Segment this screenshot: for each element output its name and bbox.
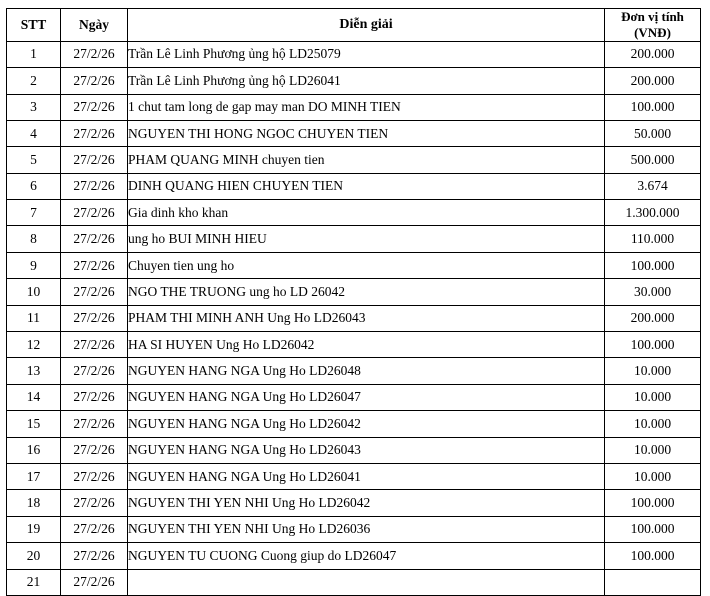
cell-stt: 5 bbox=[7, 147, 61, 173]
cell-date: 27/2/26 bbox=[61, 94, 128, 120]
cell-date: 27/2/26 bbox=[61, 543, 128, 569]
table-row bbox=[7, 569, 701, 595]
cell-description: NGUYEN TU CUONG Cuong giup do LD26047 bbox=[128, 543, 605, 569]
table-row bbox=[7, 200, 701, 226]
donation-table bbox=[6, 8, 701, 596]
cell-stt: 17 bbox=[7, 463, 61, 489]
table-row bbox=[7, 332, 701, 358]
cell-stt: 4 bbox=[7, 120, 61, 146]
cell-stt: 8 bbox=[7, 226, 61, 252]
cell-description: PHAM QUANG MINH chuyen tien bbox=[128, 147, 605, 173]
cell-date: 27/2/26 bbox=[61, 252, 128, 278]
cell-amount: 30.000 bbox=[605, 279, 701, 305]
table-header-row bbox=[7, 9, 701, 42]
cell-stt: 19 bbox=[7, 516, 61, 542]
cell-amount: 100.000 bbox=[605, 490, 701, 516]
cell-amount: 50.000 bbox=[605, 120, 701, 146]
cell-stt: 1 bbox=[7, 41, 61, 67]
cell-date: 27/2/26 bbox=[61, 358, 128, 384]
cell-amount: 200.000 bbox=[605, 68, 701, 94]
cell-stt: 14 bbox=[7, 384, 61, 410]
table-row bbox=[7, 358, 701, 384]
cell-description: Gia dinh kho khan bbox=[128, 200, 605, 226]
table-row bbox=[7, 226, 701, 252]
cell-date: 27/2/26 bbox=[61, 200, 128, 226]
cell-stt: 18 bbox=[7, 490, 61, 516]
cell-stt: 16 bbox=[7, 437, 61, 463]
table-row bbox=[7, 94, 701, 120]
cell-description: 1 chut tam long de gap may man DO MINH TIEN bbox=[128, 94, 605, 120]
table-row bbox=[7, 411, 701, 437]
cell-date: 27/2/26 bbox=[61, 226, 128, 252]
cell-date: 27/2/26 bbox=[61, 490, 128, 516]
cell-stt: 3 bbox=[7, 94, 61, 120]
cell-description: Trần Lê Linh Phương ủng hộ LD26041 bbox=[128, 68, 605, 94]
cell-description: NGUYEN HANG NGA Ung Ho LD26047 bbox=[128, 384, 605, 410]
cell-date: 27/2/26 bbox=[61, 305, 128, 331]
cell-date: 27/2/26 bbox=[61, 516, 128, 542]
cell-stt: 7 bbox=[7, 200, 61, 226]
cell-date: 27/2/26 bbox=[61, 173, 128, 199]
cell-amount: 10.000 bbox=[605, 463, 701, 489]
cell-amount: 100.000 bbox=[605, 543, 701, 569]
cell-amount: 200.000 bbox=[605, 41, 701, 67]
cell-stt: 21 bbox=[7, 569, 61, 595]
cell-description: Trần Lê Linh Phương ủng hộ LD25079 bbox=[128, 41, 605, 67]
cell-description: ung ho BUI MINH HIEU bbox=[128, 226, 605, 252]
cell-stt: 13 bbox=[7, 358, 61, 384]
cell-amount: 200.000 bbox=[605, 305, 701, 331]
column-header-stt: STT bbox=[7, 9, 61, 42]
cell-description: Chuyen tien ung ho bbox=[128, 252, 605, 278]
cell-date: 27/2/26 bbox=[61, 384, 128, 410]
cell-description: HA SI HUYEN Ung Ho LD26042 bbox=[128, 332, 605, 358]
table-row bbox=[7, 147, 701, 173]
table-header bbox=[7, 9, 701, 42]
cell-stt: 9 bbox=[7, 252, 61, 278]
cell-date: 27/2/26 bbox=[61, 279, 128, 305]
cell-date: 27/2/26 bbox=[61, 147, 128, 173]
cell-stt: 15 bbox=[7, 411, 61, 437]
column-header-description: Diễn giải bbox=[128, 9, 605, 42]
cell-date: 27/2/26 bbox=[61, 68, 128, 94]
table-row bbox=[7, 305, 701, 331]
cell-amount: 10.000 bbox=[605, 437, 701, 463]
cell-description: NGUYEN THI YEN NHI Ung Ho LD26036 bbox=[128, 516, 605, 542]
table-row bbox=[7, 490, 701, 516]
table-row bbox=[7, 41, 701, 67]
cell-amount: 100.000 bbox=[605, 94, 701, 120]
cell-description: NGUYEN HANG NGA Ung Ho LD26043 bbox=[128, 437, 605, 463]
cell-amount: 500.000 bbox=[605, 147, 701, 173]
cell-amount bbox=[605, 569, 701, 595]
cell-stt: 2 bbox=[7, 68, 61, 94]
cell-date: 27/2/26 bbox=[61, 411, 128, 437]
cell-stt: 6 bbox=[7, 173, 61, 199]
cell-date: 27/2/26 bbox=[61, 569, 128, 595]
cell-description: NGUYEN HANG NGA Ung Ho LD26048 bbox=[128, 358, 605, 384]
cell-date: 27/2/26 bbox=[61, 437, 128, 463]
cell-amount: 110.000 bbox=[605, 226, 701, 252]
table-row bbox=[7, 120, 701, 146]
cell-amount: 100.000 bbox=[605, 252, 701, 278]
cell-description: NGUYEN THI YEN NHI Ung Ho LD26042 bbox=[128, 490, 605, 516]
table-body bbox=[7, 41, 701, 595]
cell-amount: 3.674 bbox=[605, 173, 701, 199]
cell-amount: 10.000 bbox=[605, 358, 701, 384]
column-header-amount-line2: (VNĐ) bbox=[634, 24, 671, 40]
cell-description bbox=[128, 569, 605, 595]
column-header-amount bbox=[605, 9, 701, 42]
table-row bbox=[7, 173, 701, 199]
cell-description: NGUYEN HANG NGA Ung Ho LD26041 bbox=[128, 463, 605, 489]
cell-description: NGUYEN HANG NGA Ung Ho LD26042 bbox=[128, 411, 605, 437]
cell-amount: 100.000 bbox=[605, 516, 701, 542]
table-row bbox=[7, 437, 701, 463]
table-row bbox=[7, 543, 701, 569]
cell-date: 27/2/26 bbox=[61, 463, 128, 489]
table-row bbox=[7, 516, 701, 542]
cell-stt: 12 bbox=[7, 332, 61, 358]
cell-amount: 10.000 bbox=[605, 384, 701, 410]
column-header-amount-line1: Đơn vị tính bbox=[621, 9, 684, 24]
cell-stt: 10 bbox=[7, 279, 61, 305]
column-header-date: Ngày bbox=[61, 9, 128, 42]
cell-amount: 100.000 bbox=[605, 332, 701, 358]
cell-description: NGO THE TRUONG ung ho LD 26042 bbox=[128, 279, 605, 305]
cell-date: 27/2/26 bbox=[61, 120, 128, 146]
cell-date: 27/2/26 bbox=[61, 332, 128, 358]
table-row bbox=[7, 68, 701, 94]
cell-amount: 1.300.000 bbox=[605, 200, 701, 226]
cell-stt: 20 bbox=[7, 543, 61, 569]
document-page bbox=[0, 8, 710, 590]
cell-stt: 11 bbox=[7, 305, 61, 331]
cell-date: 27/2/26 bbox=[61, 41, 128, 67]
table-row bbox=[7, 384, 701, 410]
table-row bbox=[7, 463, 701, 489]
table-row bbox=[7, 279, 701, 305]
table-row bbox=[7, 252, 701, 278]
cell-description: DINH QUANG HIEN CHUYEN TIEN bbox=[128, 173, 605, 199]
cell-description: NGUYEN THI HONG NGOC CHUYEN TIEN bbox=[128, 120, 605, 146]
cell-amount: 10.000 bbox=[605, 411, 701, 437]
cell-description: PHAM THI MINH ANH Ung Ho LD26043 bbox=[128, 305, 605, 331]
